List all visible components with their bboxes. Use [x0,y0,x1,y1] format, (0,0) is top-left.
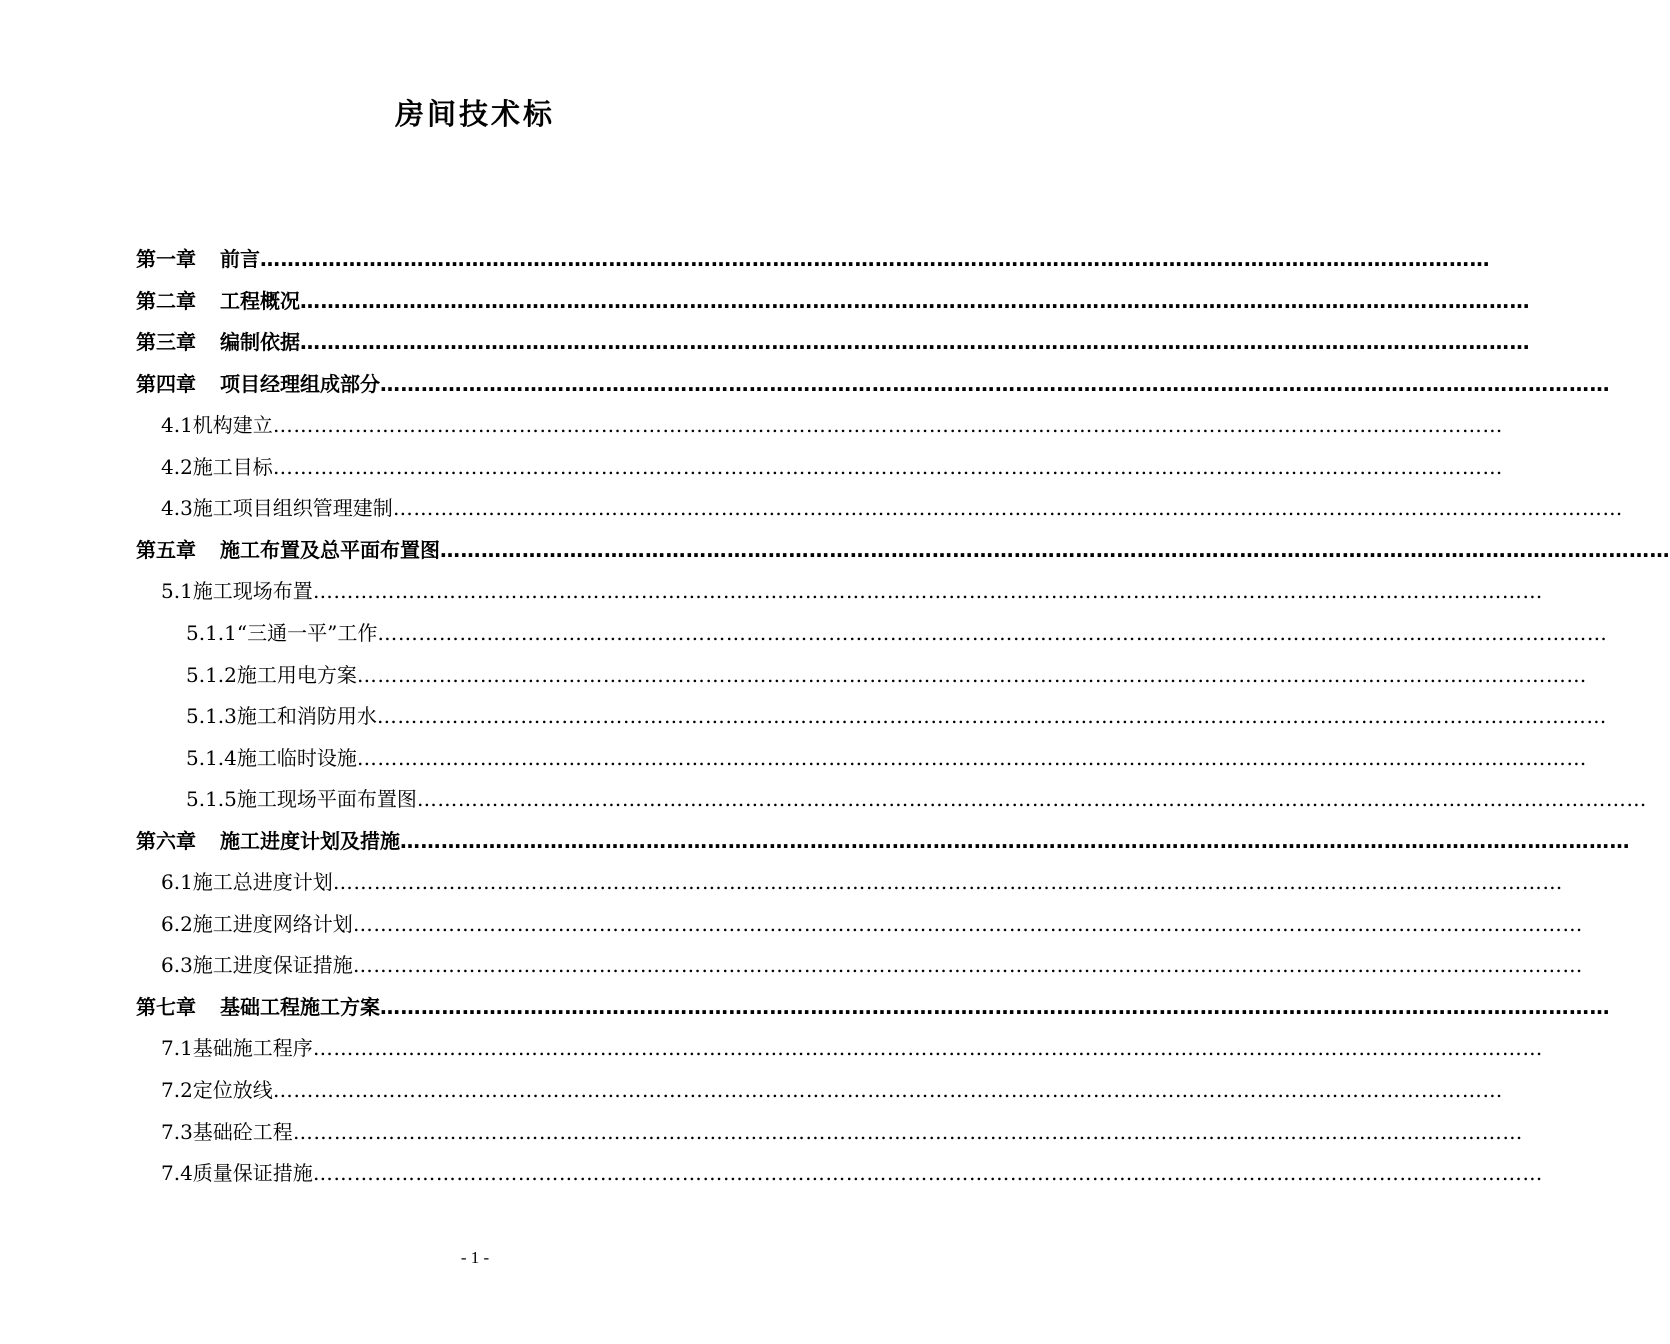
leader-dots: ……………………………………………………………………………………………………………………………………………………………… [356,746,1587,770]
section-title: 4.2施工目标 [161,455,273,479]
section-title: 7.1基础施工程序 [161,1036,313,1060]
leader-dots: ……………………………………………………………………………………………………………………………………………………………… [300,330,1530,354]
leader-dots: ……………………………………………………………………………………………………………………………………………………………… [260,247,1490,271]
chapter-title: 工程概况 [220,289,300,313]
chapter-number: 第六章 [136,829,196,853]
section-title: 5.1.4施工临时设施 [186,746,357,770]
leader-dots: ……………………………………………………………………………………………………………………………………………………………… [312,1036,1543,1060]
leader-dots: ……………………………………………………………………………………………………………………………………………………………… [312,1161,1543,1185]
chapter-number: 第七章 [136,995,196,1019]
toc-chapter-entry [136,330,1530,354]
toc-section-entry [186,663,1587,687]
leader-dots: ……………………………………………………………………………………………………………………………………………………………… [300,289,1530,313]
leader-dots: ……………………………………………………………………………………………………………………………………………………………… [416,787,1647,811]
section-title: 5.1.2施工用电方案 [186,663,357,687]
leader-dots: ……………………………………………………………………………………………………………………………………………………………… [352,953,1583,977]
chapter-title: 基础工程施工方案 [220,995,380,1019]
leader-dots: ……………………………………………………………………………………………………………………………………………………………… [380,372,1610,396]
toc-section-entry [161,953,1583,977]
leader-dots: ……………………………………………………………………………………………………………………………………………………………… [292,1120,1523,1144]
leader-dots: ……………………………………………………………………………………………………………………………………………………………… [272,1078,1503,1102]
toc-section-entry [161,1036,1543,1060]
toc-section-entry [161,579,1543,603]
section-title: 6.2施工进度网络计划 [161,912,353,936]
toc-section-entry [161,1120,1523,1144]
toc-section-entry [186,787,1647,811]
toc-chapter-entry [136,995,1610,1019]
toc-chapter-entry [136,289,1530,313]
chapter-number: 第五章 [136,538,196,562]
leader-dots: ……………………………………………………………………………………………………………………………………………………………… [400,829,1630,853]
toc-section-entry [161,496,1623,520]
leader-dots: ……………………………………………………………………………………………………………………………………………………………… [272,455,1503,479]
section-title: 4.3施工项目组织管理建制 [161,496,393,520]
chapter-number: 第二章 [136,289,196,313]
chapter-title: 前言 [220,247,260,271]
document-title: 房间技术标 [394,97,555,131]
chapter-number: 第三章 [136,330,196,354]
toc-section-entry [161,912,1583,936]
leader-dots: ……………………………………………………………………………………………………………………………………………………………… [356,663,1587,687]
leader-dots: ……………………………………………………………………………………………………………………………………………………………… [332,870,1563,894]
section-title: 4.1机构建立 [161,413,273,437]
section-title: 5.1.3施工和消防用水 [186,704,377,728]
chapter-title: 施工进度计划及措施 [220,829,400,853]
section-title: 5.1.5施工现场平面布置图 [186,787,417,811]
chapter-number: 第一章 [136,247,196,271]
chapter-title: 施工布置及总平面布置图 [220,538,440,562]
leader-dots: ……………………………………………………………………………………………………………………………………………………………… [272,413,1503,437]
leader-dots: ……………………………………………………………………………………………………………………………………………………………… [377,621,1608,645]
section-title: 6.1施工总进度计划 [161,870,333,894]
toc-section-entry [186,746,1587,770]
toc-section-entry [161,870,1563,894]
leader-dots: ……………………………………………………………………………………………………………………………………………………………… [376,704,1607,728]
toc-section-entry [186,621,1608,645]
leader-dots: ……………………………………………………………………………………………………………………………………………………………… [312,579,1543,603]
chapter-title: 项目经理组成部分 [220,372,380,396]
toc-section-entry [161,1078,1503,1102]
chapter-number: 第四章 [136,372,196,396]
leader-dots: ……………………………………………………………………………………………………………………………………………………………… [392,496,1623,520]
section-title: 7.2定位放线 [161,1078,273,1102]
section-title: 5.1.1“三通一平”工作 [186,621,378,645]
toc-chapter-entry [136,372,1610,396]
toc-section-entry [161,413,1503,437]
section-title: 7.4质量保证措施 [161,1161,313,1185]
leader-dots: ……………………………………………………………………………………………………………………………………………………………… [440,538,1670,562]
leader-dots: ……………………………………………………………………………………………………………………………………………………………… [380,995,1610,1019]
section-title: 6.3施工进度保证措施 [161,953,353,977]
chapter-title: 编制依据 [220,330,300,354]
toc-chapter-entry [136,829,1630,853]
toc-section-entry [186,704,1607,728]
leader-dots: ……………………………………………………………………………………………………………………………………………………………… [352,912,1583,936]
toc-chapter-entry [136,538,1670,562]
page-number: - 1 - [460,1248,490,1267]
section-title: 7.3基础砼工程 [161,1120,293,1144]
section-title: 5.1施工现场布置 [161,579,313,603]
toc-section-entry [161,455,1503,479]
toc-chapter-entry [136,247,1490,271]
toc-section-entry [161,1161,1543,1185]
